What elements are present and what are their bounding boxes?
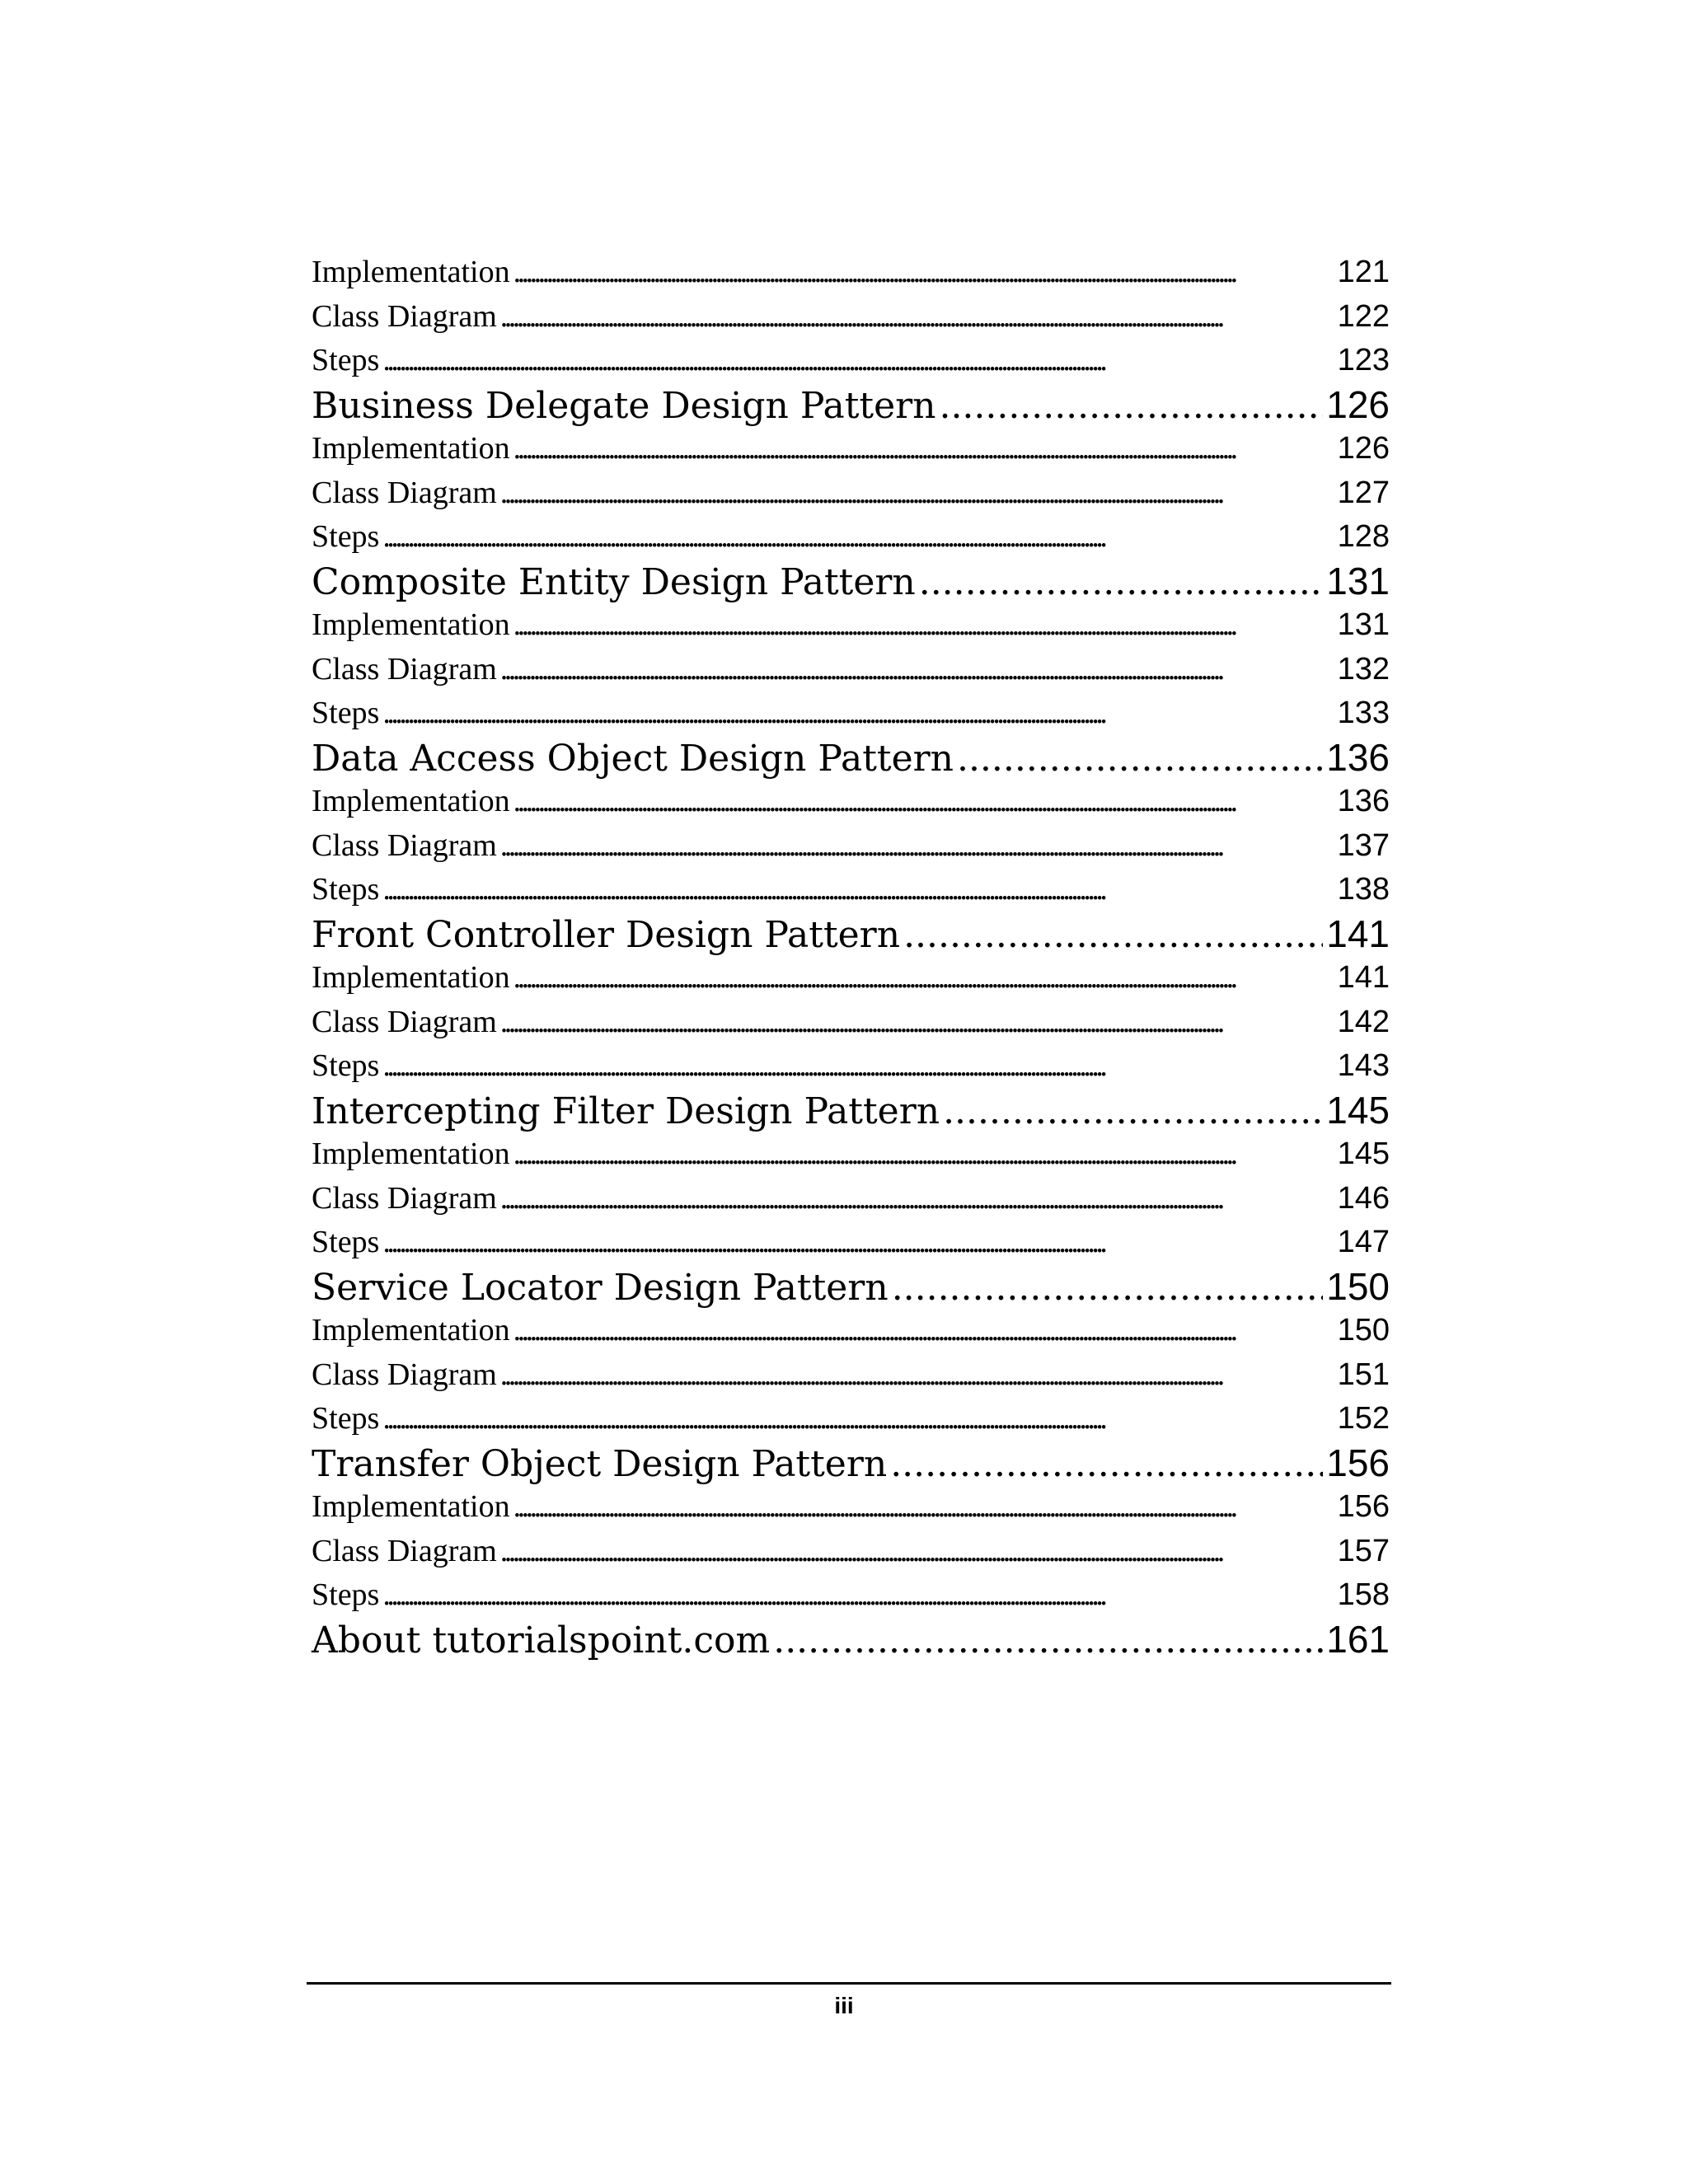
toc-entry-page-number: 122: [1337, 298, 1390, 334]
toc-entry-title: Data Access Object Design Pattern: [312, 737, 954, 780]
toc-entry-page-number: 161: [1326, 1617, 1390, 1661]
table-of-contents: [312, 251, 1390, 1661]
toc-section-entry[interactable]: [312, 1573, 1390, 1618]
dot-leader: [513, 427, 1334, 471]
toc-entry-title: Steps: [312, 519, 380, 554]
toc-section-entry[interactable]: [312, 251, 1390, 295]
toc-section-entry[interactable]: [312, 868, 1390, 912]
toc-chapter-entry[interactable]: [312, 1441, 1390, 1486]
toc-section-entry[interactable]: [312, 427, 1390, 471]
toc-section-entry[interactable]: [312, 295, 1390, 340]
toc-section-entry[interactable]: [312, 339, 1390, 383]
toc-chapter-entry[interactable]: [312, 1618, 1390, 1662]
dot-leader: [500, 1353, 1334, 1398]
toc-section-entry[interactable]: [312, 1530, 1390, 1574]
dot-leader: [382, 515, 1334, 560]
toc-entry-page-number: 145: [1326, 1088, 1390, 1132]
dot-leader: [919, 560, 1324, 605]
dot-leader: [892, 1266, 1324, 1310]
toc-entry-page-number: 150: [1326, 1264, 1390, 1308]
dot-leader: [500, 471, 1334, 516]
dot-leader: [500, 295, 1334, 340]
toc-section-entry[interactable]: [312, 1397, 1390, 1441]
dot-leader: [890, 1442, 1323, 1487]
dot-leader: [500, 824, 1334, 869]
dot-leader: [903, 913, 1323, 958]
toc-entry-page-number: 146: [1337, 1180, 1390, 1216]
toc-entry-page-number: 158: [1337, 1577, 1390, 1612]
toc-entry-title: Steps: [312, 1048, 380, 1083]
toc-entry-title: Implementation: [312, 255, 510, 289]
dot-leader: [513, 1485, 1334, 1530]
toc-entry-page-number: 126: [1337, 431, 1390, 466]
toc-entry-title: Steps: [312, 343, 380, 377]
toc-entry-page-number: 150: [1337, 1313, 1390, 1347]
toc-entry-page-number: 141: [1326, 912, 1390, 955]
toc-chapter-entry[interactable]: [312, 1089, 1390, 1133]
toc-entry-page-number: 143: [1337, 1048, 1390, 1083]
toc-entry-page-number: 151: [1337, 1357, 1390, 1392]
toc-section-entry[interactable]: [312, 956, 1390, 1001]
dot-leader: [382, 691, 1334, 736]
toc-section-entry[interactable]: [312, 691, 1390, 736]
toc-section-entry[interactable]: [312, 824, 1390, 869]
dot-leader: [513, 1309, 1334, 1353]
toc-entry-page-number: 141: [1337, 960, 1390, 995]
toc-entry-page-number: 136: [1337, 784, 1390, 818]
toc-entry-page-number: 137: [1337, 827, 1390, 863]
toc-section-entry[interactable]: [312, 1132, 1390, 1177]
dot-leader: [513, 780, 1334, 824]
toc-chapter-entry[interactable]: [312, 736, 1390, 780]
toc-entry-page-number: 147: [1337, 1225, 1390, 1259]
toc-entry-title: Class Diagram: [312, 1004, 497, 1039]
toc-entry-page-number: 127: [1337, 475, 1390, 510]
dot-leader: [513, 1132, 1334, 1177]
toc-entry-page-number: 145: [1337, 1137, 1390, 1171]
dot-leader: [382, 1044, 1334, 1089]
toc-section-entry[interactable]: [312, 1353, 1390, 1398]
toc-section-entry[interactable]: [312, 1044, 1390, 1089]
dot-leader: [513, 956, 1334, 1001]
dot-leader: [957, 737, 1323, 781]
toc-section-entry[interactable]: [312, 1221, 1390, 1265]
toc-section-entry[interactable]: [312, 1309, 1390, 1353]
toc-entry-title: Implementation: [312, 784, 510, 818]
toc-section-entry[interactable]: [312, 648, 1390, 692]
toc-section-entry[interactable]: [312, 603, 1390, 648]
toc-entry-page-number: 152: [1337, 1401, 1390, 1436]
dot-leader: [382, 1221, 1334, 1265]
dot-leader: [500, 648, 1334, 692]
toc-chapter-entry[interactable]: [312, 1265, 1390, 1310]
toc-entry-page-number: 131: [1326, 559, 1390, 602]
toc-section-entry[interactable]: [312, 471, 1390, 516]
toc-section-entry[interactable]: [312, 1177, 1390, 1221]
toc-entry-title: Business Delegate Design Pattern: [312, 384, 936, 427]
toc-entry-title: Implementation: [312, 431, 510, 466]
toc-entry-title: Class Diagram: [312, 475, 497, 510]
toc-entry-title: Intercepting Filter Design Pattern: [312, 1090, 940, 1132]
toc-section-entry[interactable]: [312, 1485, 1390, 1530]
toc-entry-title: Class Diagram: [312, 298, 497, 334]
toc-entry-title: Class Diagram: [312, 1180, 497, 1216]
toc-section-entry[interactable]: [312, 780, 1390, 824]
dot-leader: [500, 1530, 1334, 1574]
toc-entry-title: Implementation: [312, 1489, 510, 1524]
dot-leader: [513, 603, 1334, 648]
toc-entry-page-number: 132: [1337, 651, 1390, 687]
footer-divider: [307, 1982, 1391, 1985]
toc-entry-title: Composite Entity Design Pattern: [312, 560, 916, 603]
dot-leader: [500, 1001, 1334, 1045]
toc-entry-page-number: 136: [1326, 735, 1390, 779]
dot-leader: [382, 1397, 1334, 1441]
toc-entry-title: Implementation: [312, 960, 510, 995]
toc-entry-title: Steps: [312, 1225, 380, 1259]
toc-entry-title: Class Diagram: [312, 651, 497, 687]
toc-entry-title: Front Controller Design Pattern: [312, 913, 901, 956]
dot-leader: [939, 384, 1323, 429]
toc-entry-page-number: 133: [1337, 696, 1390, 730]
toc-chapter-entry[interactable]: [312, 383, 1390, 428]
toc-section-entry[interactable]: [312, 1001, 1390, 1045]
dot-leader: [513, 251, 1334, 295]
toc-entry-title: Implementation: [312, 1137, 510, 1171]
dot-leader: [382, 339, 1334, 383]
toc-entry-page-number: 157: [1337, 1533, 1390, 1568]
toc-entry-title: Implementation: [312, 1313, 510, 1347]
toc-entry-title: Service Locator Design Pattern: [312, 1266, 889, 1309]
toc-entry-page-number: 126: [1326, 382, 1390, 426]
dot-leader: [382, 1573, 1334, 1618]
toc-entry-title: Steps: [312, 1577, 380, 1612]
toc-entry-page-number: 123: [1337, 343, 1390, 377]
toc-entry-title: Implementation: [312, 607, 510, 642]
dot-leader: [382, 868, 1334, 912]
toc-entry-title: Steps: [312, 1401, 380, 1436]
toc-entry-page-number: 121: [1337, 255, 1390, 289]
toc-entry-title: Class Diagram: [312, 1357, 497, 1392]
toc-entry-title: Class Diagram: [312, 1533, 497, 1568]
page-number: iii: [834, 1993, 854, 2018]
dot-leader: [943, 1090, 1323, 1134]
toc-entry-title: About tutorialspoint.com: [312, 1619, 771, 1661]
toc-entry-page-number: 131: [1337, 607, 1390, 642]
dot-leader: [773, 1619, 1323, 1663]
toc-chapter-entry[interactable]: [312, 560, 1390, 604]
toc-entry-page-number: 156: [1337, 1489, 1390, 1524]
toc-entry-title: Steps: [312, 872, 380, 907]
toc-entry-title: Transfer Object Design Pattern: [312, 1442, 888, 1485]
toc-section-entry[interactable]: [312, 515, 1390, 560]
toc-chapter-entry[interactable]: [312, 912, 1390, 957]
toc-entry-title: Steps: [312, 696, 380, 730]
toc-entry-page-number: 156: [1326, 1441, 1390, 1484]
toc-entry-page-number: 138: [1337, 872, 1390, 907]
toc-entry-page-number: 128: [1337, 519, 1390, 554]
toc-entry-title: Class Diagram: [312, 827, 497, 863]
toc-entry-page-number: 142: [1337, 1004, 1390, 1039]
dot-leader: [500, 1177, 1334, 1221]
